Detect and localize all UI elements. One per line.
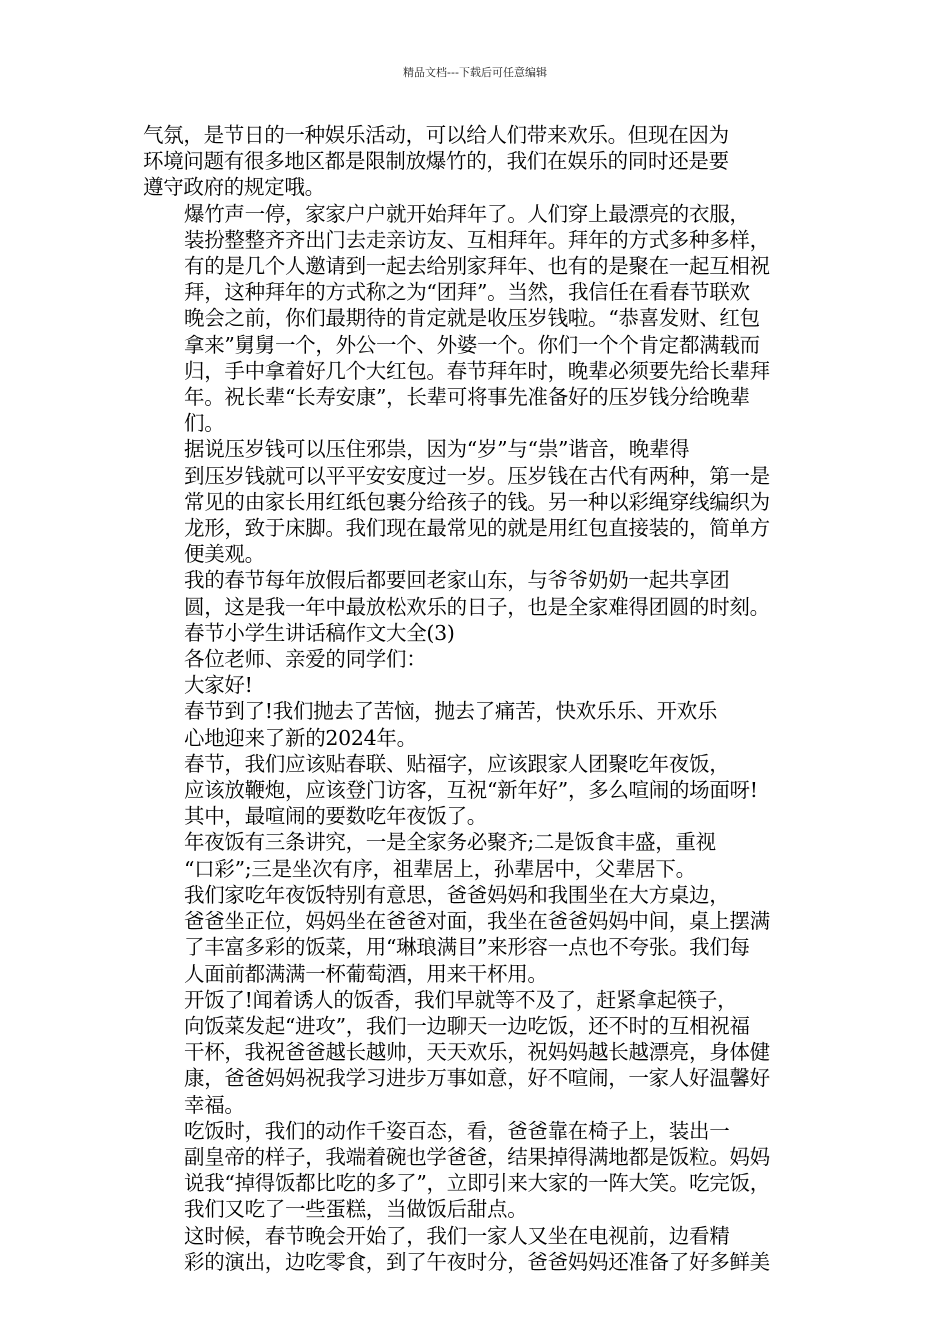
text-line: 晚会之前，你们最期待的肯定就是收压岁钱啦。“恭喜发财、红包 — [184, 306, 760, 331]
text-line: 春节到了!我们抛去了苦恼，抛去了痛苦，快欢乐乐、开欢乐 — [184, 699, 718, 724]
paragraph — [143, 122, 818, 201]
paragraph — [143, 646, 818, 672]
paragraph — [143, 1223, 818, 1275]
text-line: 说我“掉得饭都比吃的多了”，立即引来大家的一阵大笑。吃完饭， — [184, 1171, 770, 1196]
text-line: 据说压岁钱可以压住邪祟，因为“岁”与“祟”谐音，晚辈得 — [184, 437, 690, 462]
text-line: 心地迎来了新的2024年。 — [184, 725, 417, 750]
text-line: 幸福。 — [184, 1092, 245, 1117]
text-line: 春节小学生讲话稿作文大全(3) — [184, 620, 455, 645]
text-line: 到压岁钱就可以平平安安度过一岁。压岁钱在古代有两种，第一是 — [184, 463, 770, 488]
text-line: 康，爸爸妈妈祝我学习进步万事如意，好不喧闹，一家人好温馨好 — [184, 1066, 770, 1091]
text-line: 有的是几个人邀请到一起去给别家拜年、也有的是聚在一起互相祝 — [184, 254, 770, 279]
text-line: 们。 — [184, 411, 225, 436]
text-line: 装扮整整齐齐出门去走亲访友、互相拜年。拜年的方式多种多样， — [184, 227, 770, 252]
text-line: 开饭了!闻着诱人的饭香，我们早就等不及了，赶紧拿起筷子， — [184, 987, 738, 1012]
page-header: 精品文档---下载后可任意编辑 — [403, 66, 547, 79]
paragraph — [143, 672, 818, 698]
paragraph — [143, 620, 818, 646]
document-body — [143, 122, 818, 1275]
text-line: 爸爸坐正位，妈妈坐在爸爸对面，我坐在爸爸妈妈中间，桌上摆满 — [184, 909, 770, 934]
text-line: 春节，我们应该贴春联、贴福字，应该跟家人团聚吃年夜饭， — [184, 751, 730, 776]
paragraph — [143, 882, 818, 987]
text-line: 其中，最喧闹的要数吃年夜饭了。 — [184, 804, 487, 829]
text-line: “口彩”;三是坐次有序，祖辈居上，孙辈居中，父辈居下。 — [184, 856, 696, 881]
text-line: 龙形，致于床脚。我们现在最常见的就是用红包直接装的，简单方 — [184, 516, 770, 541]
text-line: 我的春节每年放假后都要回老家山东，与爷爷奶奶一起共享团 — [184, 568, 730, 593]
text-line: 干杯，我祝爸爸越长越帅，天天欢乐，祝妈妈越长越漂亮，身体健 — [184, 1040, 770, 1065]
paragraph — [143, 567, 818, 619]
text-line: 各位老师、亲爱的同学们： — [184, 647, 427, 672]
text-line: 环境问题有很多地区都是限制放爆竹的，我们在娱乐的同时还是要 — [143, 149, 729, 174]
paragraph — [143, 1118, 818, 1223]
paragraph — [143, 987, 818, 1118]
paragraph — [143, 829, 818, 881]
text-line: 气氛，是节日的一种娱乐活动，可以给人们带来欢乐。但现在因为 — [143, 123, 729, 147]
text-line: 便美观。 — [184, 542, 265, 567]
text-line: 常见的由家长用红纸包裹分给孩子的钱。另一种以彩绳穿线编织为 — [184, 489, 770, 514]
paragraph — [143, 436, 818, 567]
text-line: 拜，这种拜年的方式称之为“团拜”。当然，我信任在看春节联欢 — [184, 280, 750, 305]
text-line: 年夜饭有三条讲究，一是全家务必聚齐;二是饭食丰盛，重视 — [184, 830, 716, 855]
paragraph — [143, 698, 818, 750]
text-line: 向饭菜发起“进攻”，我们一边聊天一边吃饭，还不时的互相祝福 — [184, 1013, 750, 1038]
text-line: 圆，这是我一年中最放松欢乐的日子，也是全家难得团圆的时刻。 — [184, 594, 770, 619]
text-line: 吃饭时，我们的动作千姿百态，看，爸爸靠在椅子上，装出一 — [184, 1118, 730, 1143]
text-line: 我们又吃了一些蛋糕，当做饭后甜点。 — [184, 1197, 528, 1222]
text-line: 归，手中拿着好几个大红包。春节拜年时，晚辈必须要先给长辈拜 — [184, 358, 770, 383]
text-line: 我们家吃年夜饭特别有意思，爸爸妈妈和我围坐在大方桌边， — [184, 882, 730, 907]
text-line: 拿来”舅舅一个，外公一个、外婆一个。你们一个个肯定都满载而 — [184, 332, 760, 357]
text-line: 副皇帝的样子，我端着碗也学爸爸，结果掉得满地都是饭粒。妈妈 — [184, 1144, 770, 1169]
text-line: 爆竹声一停，家家户户就开始拜年了。人们穿上最漂亮的衣服， — [184, 201, 750, 226]
text-line: 了丰富多彩的饭菜，用“琳琅满目”来形容一点也不夸张。我们每 — [184, 935, 750, 960]
text-line: 应该放鞭炮，应该登门访客，互祝“新年好”，多么喧闹的场面呀! — [184, 778, 758, 803]
paragraph — [143, 751, 818, 830]
text-line: 年。祝长辈“长寿安康”，长辈可将事先准备好的压岁钱分给晚辈 — [184, 385, 750, 410]
paragraph — [143, 201, 818, 437]
text-line: 人面前都满满一杯葡萄酒，用来干杯用。 — [184, 961, 548, 986]
text-line: 这时候，春节晚会开始了，我们一家人又坐在电视前，边看精 — [184, 1223, 730, 1248]
text-line: 遵守政府的规定哦。 — [143, 175, 325, 200]
text-line: 彩的演出，边吃零食，到了午夜时分，爸爸妈妈还准备了好多鲜美 — [184, 1249, 770, 1274]
text-line: 大家好! — [184, 673, 253, 698]
